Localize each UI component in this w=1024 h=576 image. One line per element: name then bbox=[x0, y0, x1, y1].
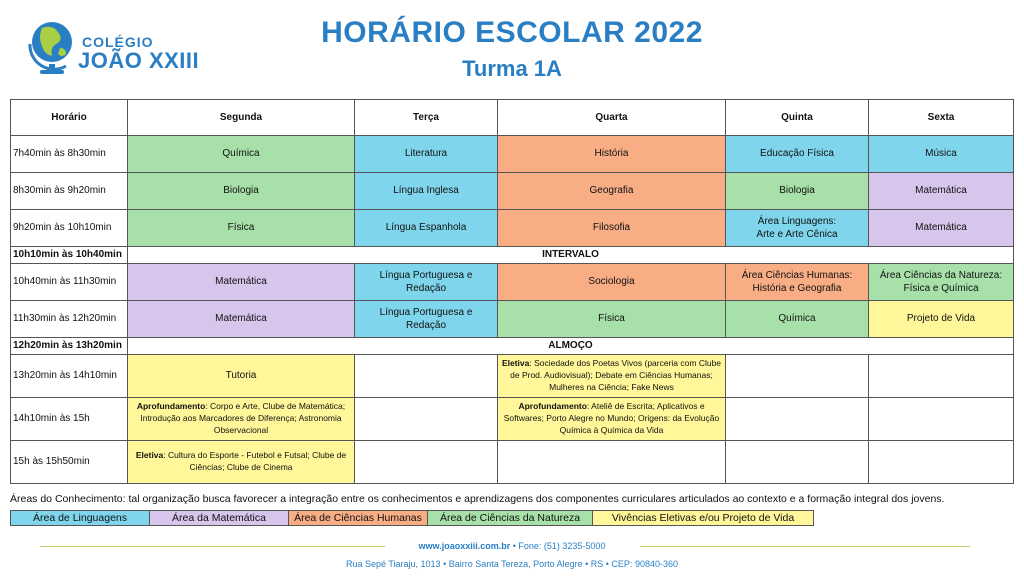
class-cell: Língua Espanhola bbox=[355, 210, 498, 247]
cell-line: Língua Portuguesa e bbox=[379, 269, 473, 281]
empty-cell bbox=[869, 355, 1014, 398]
deepening-label: Aprofundamento bbox=[518, 401, 587, 412]
time-cell: 15h às 15h50min bbox=[11, 441, 128, 484]
legend-linguagens: Área de Linguagens bbox=[11, 511, 150, 526]
footer-contact bbox=[0, 541, 1024, 551]
time-cell: 8h30min às 9h20min bbox=[11, 173, 128, 210]
footer-website[interactable]: www.joaoxxiii.com.br bbox=[418, 541, 511, 551]
class-cell bbox=[726, 210, 869, 247]
header-sexta: Sexta bbox=[869, 100, 1014, 136]
table-row bbox=[11, 173, 1014, 210]
cell-line: Área Ciências Humanas: bbox=[741, 269, 853, 281]
elective-text: : Cultura do Esporte - Futebol e Futsal; Clube de Ciências; Clube de Cinema bbox=[163, 450, 347, 472]
table-row bbox=[11, 264, 1014, 301]
class-cell: História bbox=[498, 136, 726, 173]
cell-line: História e Geografia bbox=[752, 283, 842, 294]
class-cell: Matemática bbox=[128, 264, 355, 301]
header-terca: Terça bbox=[355, 100, 498, 136]
header-quarta: Quarta bbox=[498, 100, 726, 136]
empty-cell bbox=[355, 398, 498, 441]
legend-natureza: Área de Ciências da Natureza bbox=[428, 511, 593, 526]
deepening-label: Aprofundamento bbox=[136, 401, 206, 412]
legend-matematica: Área da Matemática bbox=[150, 511, 289, 526]
class-cell: Língua Inglesa bbox=[355, 173, 498, 210]
time-cell: 7h40min às 8h30min bbox=[11, 136, 128, 173]
lunch-label: ALMOÇO bbox=[128, 338, 1014, 355]
class-cell: Música bbox=[869, 136, 1014, 173]
class-cell: Química bbox=[726, 301, 869, 338]
class-cell: Física bbox=[128, 210, 355, 247]
page-title: HORÁRIO ESCOLAR 2022 bbox=[321, 16, 703, 49]
logo-text-colegio: COLÉGIO bbox=[82, 34, 154, 50]
header-horario: Horário bbox=[11, 100, 128, 136]
time-cell: 13h20min às 14h10min bbox=[11, 355, 128, 398]
cell-line: Física e Química bbox=[903, 283, 979, 294]
class-cell: Educação Física bbox=[726, 136, 869, 173]
table-row bbox=[11, 398, 1014, 441]
header-quinta: Quinta bbox=[726, 100, 869, 136]
class-cell bbox=[869, 264, 1014, 301]
empty-cell bbox=[498, 441, 726, 484]
footer-address: Rua Sepé Tiaraju, 1013 • Bairro Santa Tereza, Porto Alegre • RS • CEP: 90840-360 bbox=[346, 559, 678, 569]
empty-cell bbox=[355, 441, 498, 484]
class-cell: Projeto de Vida bbox=[869, 301, 1014, 338]
deepening-cell bbox=[128, 398, 355, 441]
class-cell: Literatura bbox=[355, 136, 498, 173]
cell-line: Redação bbox=[405, 320, 447, 331]
table-row bbox=[11, 441, 1014, 484]
areas-legend bbox=[10, 510, 814, 526]
table-row bbox=[11, 210, 1014, 247]
elective-label: Eletiva bbox=[501, 358, 530, 369]
class-cell: Geografia bbox=[498, 173, 726, 210]
class-cell bbox=[355, 264, 498, 301]
deepening-cell bbox=[498, 398, 726, 441]
empty-cell bbox=[726, 355, 869, 398]
time-cell: 14h10min às 15h bbox=[11, 398, 128, 441]
table-row bbox=[11, 301, 1014, 338]
class-cell: Física bbox=[498, 301, 726, 338]
class-cell: Biologia bbox=[128, 173, 355, 210]
legend-humanas: Área de Ciências Humanas bbox=[289, 511, 428, 526]
elective-text: : Sociedade dos Poetas Vivos (parceria com Clube de Prod. Audiovisual); Debate em Ciências Humanas; Mulheres na Ciência; Fake News bbox=[510, 358, 722, 392]
empty-cell bbox=[869, 398, 1014, 441]
legend-eletivas: Vivências Eletivas e/ou Projeto de Vida bbox=[593, 511, 814, 526]
class-cell: Matemática bbox=[128, 301, 355, 338]
empty-cell bbox=[726, 441, 869, 484]
table-row bbox=[11, 355, 1014, 398]
elective-cell bbox=[128, 441, 355, 484]
elective-cell bbox=[498, 355, 726, 398]
elective-label: Eletiva bbox=[135, 450, 164, 461]
cell-line: Língua Portuguesa e bbox=[379, 306, 473, 318]
lunch-row bbox=[11, 338, 1014, 355]
table-row bbox=[11, 136, 1014, 173]
class-cell: Sociologia bbox=[498, 264, 726, 301]
time-cell: 11h30min às 12h20min bbox=[11, 301, 128, 338]
class-cell: Matemática bbox=[869, 210, 1014, 247]
empty-cell bbox=[355, 355, 498, 398]
cell-line: Redação bbox=[405, 283, 447, 294]
class-cell: Filosofia bbox=[498, 210, 726, 247]
time-cell: 10h40min às 11h30min bbox=[11, 264, 128, 301]
empty-cell bbox=[726, 398, 869, 441]
page-subtitle: Turma 1A bbox=[462, 56, 562, 81]
cell-line: Área Ciências da Natureza: bbox=[879, 269, 1003, 281]
time-cell: 12h20min às 13h20min bbox=[11, 338, 128, 355]
areas-description: Áreas do Conhecimento: tal organização busca favorecer a integração entre os conhecimentos e aprendizagens dos componentes curriculares articulados ao contexto e a formação integral dos jovens. bbox=[10, 493, 945, 505]
interval-row bbox=[11, 247, 1014, 264]
time-cell: 10h10min às 10h40min bbox=[11, 247, 128, 264]
class-cell bbox=[355, 301, 498, 338]
header-segunda: Segunda bbox=[128, 100, 355, 136]
deepening-text: : Ateliê de Escrita; Aplicativos e Softwares; Porto Alegre no Mundo; Origens: da Evolução Química à Química da Vida bbox=[503, 401, 720, 435]
footer-phone: • Fone: (51) 3235-5000 bbox=[510, 541, 606, 551]
time-cell: 9h20min às 10h10min bbox=[11, 210, 128, 247]
table-header-row bbox=[11, 100, 1014, 136]
class-cell: Biologia bbox=[726, 173, 869, 210]
empty-cell bbox=[869, 441, 1014, 484]
logo-text-joao: JOÃO XXIII bbox=[78, 48, 200, 73]
interval-label: INTERVALO bbox=[128, 247, 1014, 264]
class-cell: Matemática bbox=[869, 173, 1014, 210]
class-cell: Tutoria bbox=[128, 355, 355, 398]
class-cell: Química bbox=[128, 136, 355, 173]
schedule-table bbox=[10, 99, 1014, 484]
deepening-text: : Corpo e Arte, Clube de Matemática; Introdução aos Marcadores de Diferença; Astronomia Observacional bbox=[140, 401, 346, 435]
cell-line: Arte e Arte Cênica bbox=[756, 229, 838, 240]
cell-line: Área Linguagens: bbox=[757, 215, 837, 227]
class-cell bbox=[726, 264, 869, 301]
